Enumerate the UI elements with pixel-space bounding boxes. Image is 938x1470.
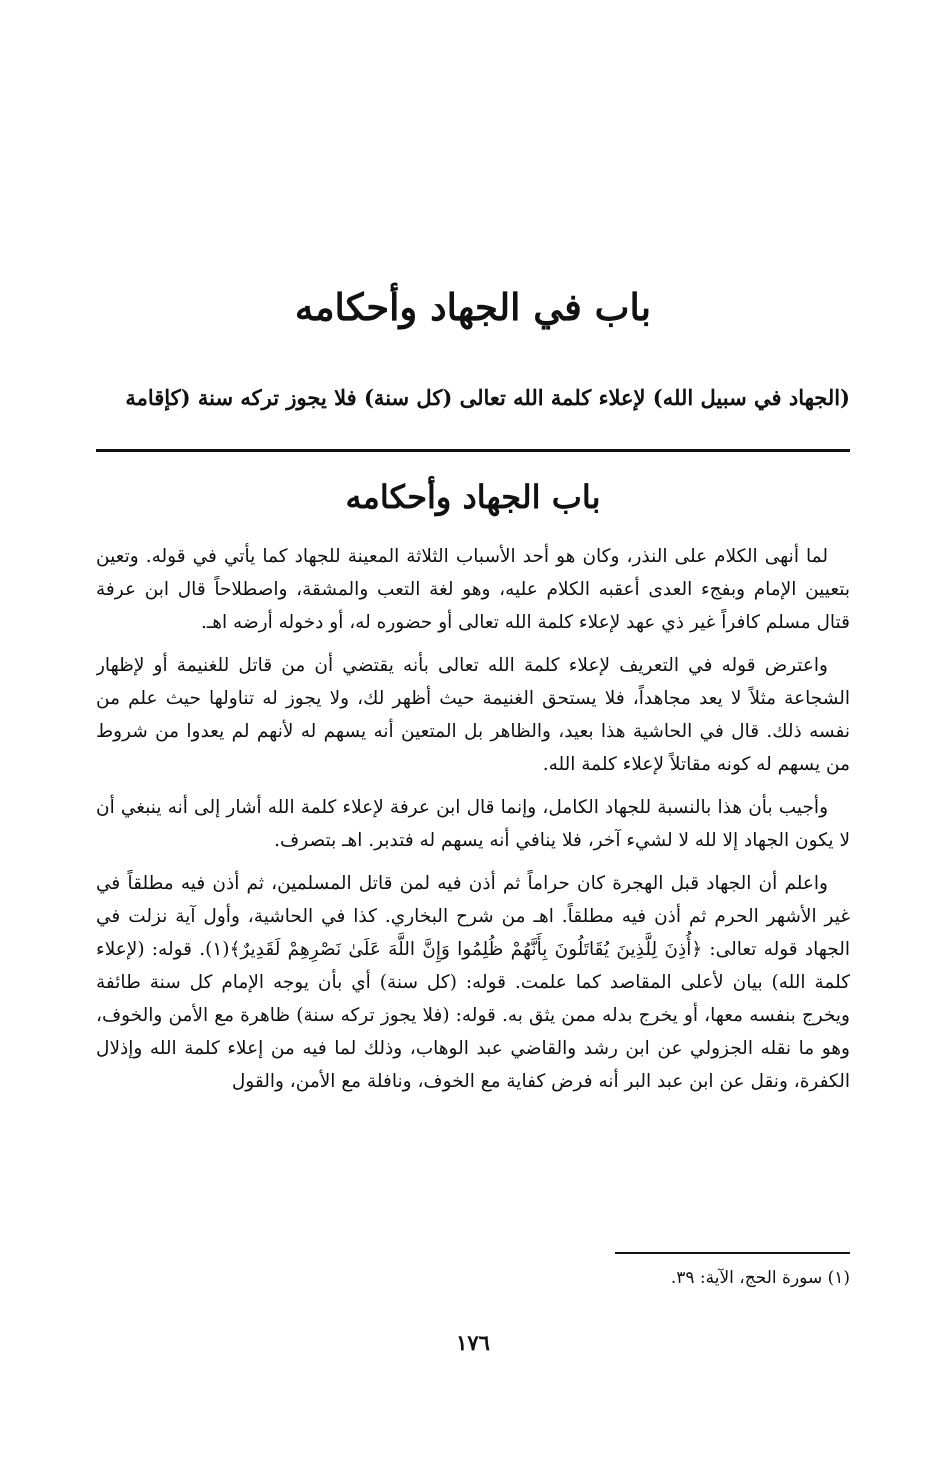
chapter-title: باب في الجهاد وأحكامه [294,285,652,329]
commentary-paragraph: وأجيب بأن هذا بالنسبة للجهاد الكامل، وإنما قال ابن عرفة لإعلاء كلمة الله أشار إلى أنه ينبغي أن لا يكون الجهاد إلا لله لا لشيء آخر، فلا ينافي أنه يسهم له فتدبر. اهـ بتصرف. [96,797,850,851]
footnote: (١) سورة الحج، الآية: ٣٩. [670,1268,850,1288]
section-divider [96,449,850,452]
book-page [96,0,850,1470]
commentary-body [96,540,850,1240]
commentary-paragraph: واعلم أن الجهاد قبل الهجرة كان حراماً ثم أذن فيه لمن قاتل المسلمين، ثم أذن فيه مطلقاً في غير الأشهر الحرم ثم أذن فيه مطلقاً. اهـ من شرح البخاري. كذا في الحاشية، وأول آية نزلت في الجهاد قوله تعالى: ﴿أُذِنَ لِلَّذِينَ يُقَاتَلُونَ بِأَنَّهُمْ ظُلِمُوا وَإِنَّ اللَّهَ عَلَىٰ نَصْرِهِمْ لَقَدِيرٌ﴾(١). قوله: (لإعلاء كلمة الله) بيان لأعلى المقاصد كما علمت. قوله: (كل سنة) أي بأن يوجه الإمام كل سنة طائفة ويخرج بنفسه معها، أو يخرج بدله ممن يثق به. قوله: (فلا يجوز تركه سنة) ظاهرة مع الأمن والخوف، وهو ما نقله الجزولي عن ابن رشد والقاضي عبد الوهاب، وذلك لما فيه من إعلاء كلمة الله وإذلال الكفرة، ونقل عن ابن عبد البر أنه فرض كفاية مع الخوف، ونافلة مع الأمن، والقول [96,873,850,1092]
commentary-paragraph: واعترض قوله في التعريف لإعلاء كلمة الله تعالى بأنه يقتضي أن من قاتل للغنيمة أو لإظهار الشجاعة مثلاً لا يعد مجاهداً، فلا يستحق الغنيمة حيث أظهر لك، ولا يجوز له تناولها حيث علم من نفسه ذلك. قال في الحاشية هذا بعيد، والظاهر بل المتعين أنه يسهم له لأنهم لم يعدوا من شروط من يسهم له كونه مقاتلاً لإعلاء كلمة الله. [96,655,850,775]
footnote-separator [615,1252,850,1254]
matn-text-line: (الجهاد في سبيل الله) لإعلاء كلمة الله تعالى (كل سنة) فلا يجوز تركه سنة (كإقامة [125,385,850,410]
page-number: ١٧٦ [456,1330,490,1355]
commentary-paragraph: لما أنهى الكلام على النذر، وكان هو أحد الأسباب الثلاثة المعينة للجهاد كما يأتي في قوله. وتعين بتعيين الإمام وبفجء العدى أعقبه الكلام عليه، وهو لغة التعب والمشقة، واصطلاحاً قال ابن عرفة قتال مسلم كافراً غير ذي عهد لإعلاء كلمة الله تعالى أو حضوره له، أو دخوله أرضه اهـ. [96,546,850,633]
commentary-title: باب الجهاد وأحكامه [345,478,601,516]
